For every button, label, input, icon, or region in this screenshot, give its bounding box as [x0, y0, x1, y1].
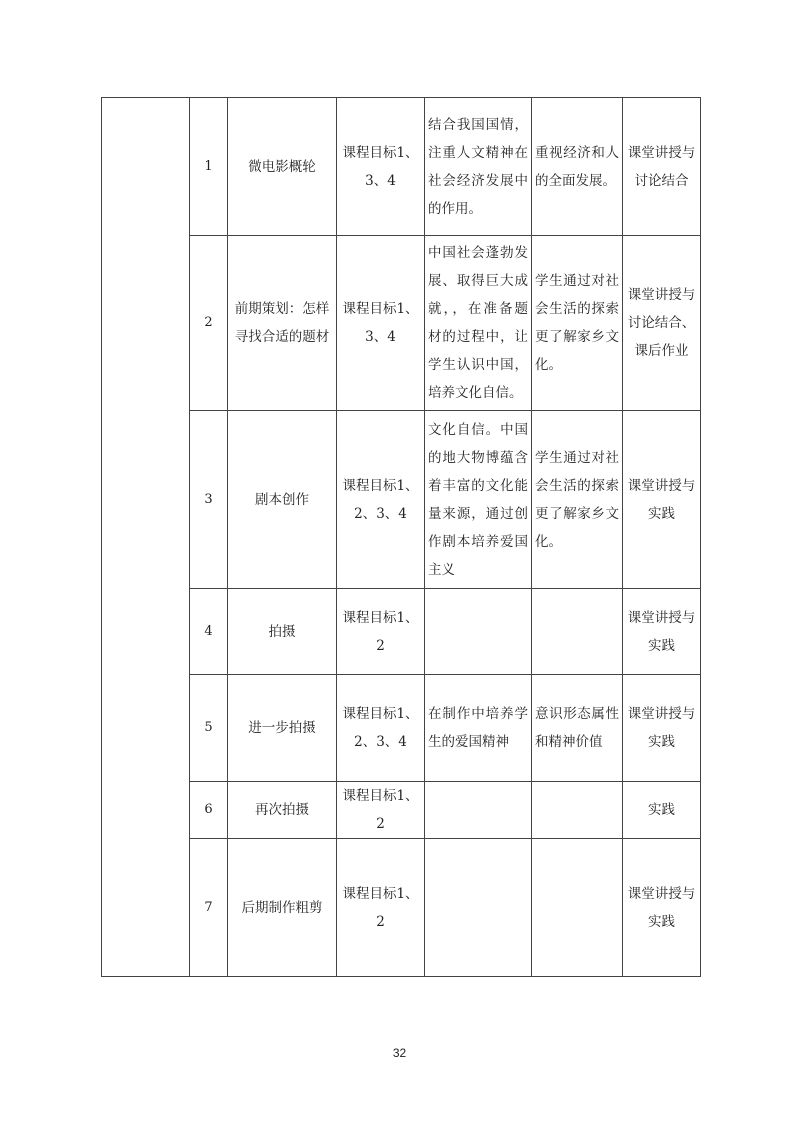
table-row — [102, 782, 701, 839]
table-row — [102, 236, 701, 411]
topic-cell: 进一步拍摄 — [228, 675, 337, 782]
course-goal-cell: 课程目标1、2、3、4 — [337, 411, 425, 589]
ideology-content-cell — [425, 782, 532, 839]
teaching-method-cell: 实践 — [623, 782, 701, 839]
row-number: 2 — [190, 236, 228, 411]
topic-cell: 剧本创作 — [228, 411, 337, 589]
table-row — [102, 675, 701, 782]
table-row — [102, 98, 701, 236]
topic-cell: 前期策划：怎样寻找合适的题材 — [228, 236, 337, 411]
ideology-content-cell — [425, 839, 532, 977]
table-row — [102, 589, 701, 675]
row-number: 4 — [190, 589, 228, 675]
course-goal-cell: 课程目标1、2、3、4 — [337, 675, 425, 782]
ideology-element-cell — [532, 589, 623, 675]
row-number: 5 — [190, 675, 228, 782]
row-number: 3 — [190, 411, 228, 589]
teaching-method-cell: 课堂讲授与实践 — [623, 675, 701, 782]
teaching-method-cell: 课堂讲授与实践 — [623, 589, 701, 675]
ideology-content-cell: 中国社会蓬勃发展、取得巨大成就，，在准备题材的过程中，让学生认识中国，培养文化自信。 — [425, 236, 532, 411]
table-row — [102, 411, 701, 589]
row-number: 6 — [190, 782, 228, 839]
course-goal-cell: 课程目标1、3、4 — [337, 98, 425, 236]
ideology-element-cell: 学生通过对社会生活的探索更了解家乡文化。 — [532, 236, 623, 411]
ideology-content-cell: 结合我国国情，注重人文精神在社会经济发展中的作用。 — [425, 98, 532, 236]
course-goal-cell: 课程目标1、2 — [337, 589, 425, 675]
course-goal-cell: 课程目标1、3、4 — [337, 236, 425, 411]
teaching-method-cell: 课堂讲授与实践 — [623, 839, 701, 977]
row-number: 7 — [190, 839, 228, 977]
teaching-method-cell: 课堂讲授与讨论结合、课后作业 — [623, 236, 701, 411]
topic-cell: 再次拍摄 — [228, 782, 337, 839]
teaching-method-cell: 课堂讲授与讨论结合 — [623, 98, 701, 236]
ideology-content-cell: 文化自信。中国的地大物博蕴含着丰富的文化能量来源，通过创作剧本培养爱国主义 — [425, 411, 532, 589]
topic-cell: 微电影概轮 — [228, 98, 337, 236]
ideology-element-cell — [532, 839, 623, 977]
topic-cell: 拍摄 — [228, 589, 337, 675]
course-goal-cell: 课程目标1、2 — [337, 839, 425, 977]
ideology-element-cell: 学生通过对社会生活的探索更了解家乡文化。 — [532, 411, 623, 589]
page-number: 32 — [392, 1046, 407, 1060]
table-row — [102, 839, 701, 977]
ideology-element-cell: 意识形态属性和精神价值 — [532, 675, 623, 782]
topic-cell: 后期制作粗剪 — [228, 839, 337, 977]
teaching-method-cell: 课堂讲授与实践 — [623, 411, 701, 589]
ideology-element-cell: 重视经济和人的全面发展。 — [532, 98, 623, 236]
ideology-content-cell — [425, 589, 532, 675]
course-schedule-table — [101, 97, 701, 977]
row-number: 1 — [190, 98, 228, 236]
course-goal-cell: 课程目标1、2 — [337, 782, 425, 839]
merged-section-cell — [102, 98, 190, 977]
ideology-content-cell: 在制作中培养学生的爱国精神 — [425, 675, 532, 782]
ideology-element-cell — [532, 782, 623, 839]
